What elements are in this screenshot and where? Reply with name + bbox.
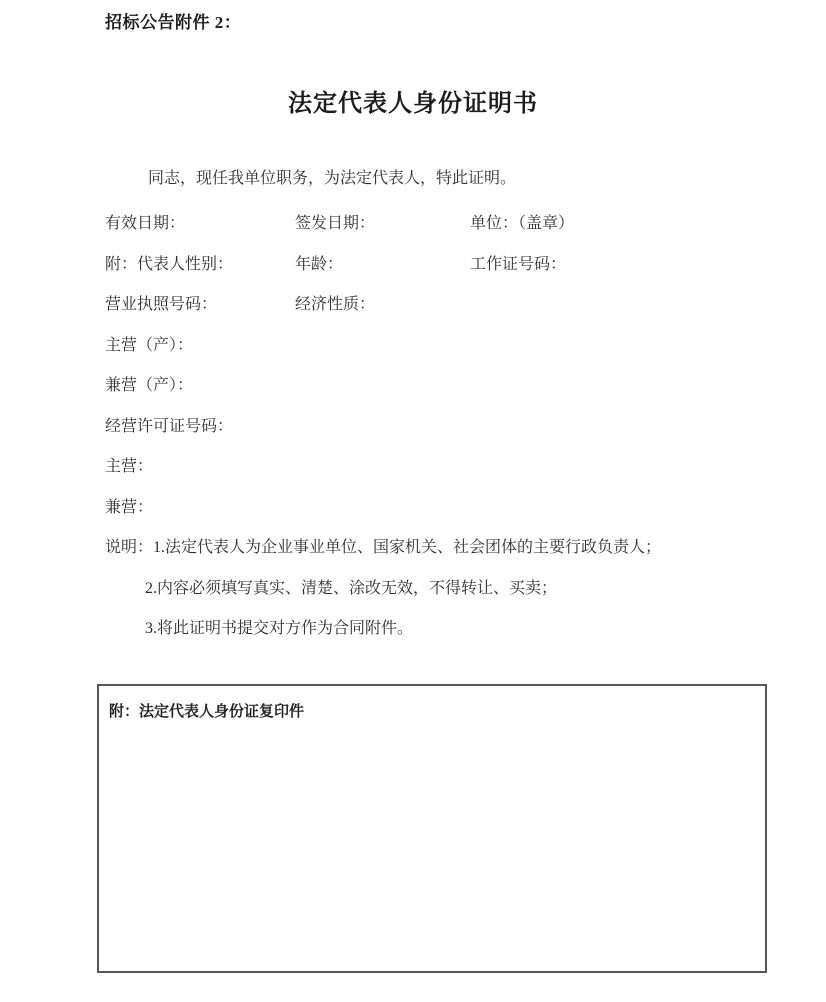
form-row-main-product (105, 335, 796, 376)
note-line-1 (105, 537, 796, 578)
note-line-3 (105, 618, 796, 659)
form-row-dates (105, 213, 796, 254)
field-label-economic-nature: 经济性质： (295, 296, 376, 313)
field-label-operation-permit: 经营许可证号码： (105, 417, 234, 435)
field-label-age: 年龄： (295, 255, 344, 273)
form-row-representative (105, 254, 796, 295)
intro-paragraph: 同志，现任我单位职务，为法定代表人，特此证明。 (148, 170, 517, 187)
form-row-permit (105, 416, 796, 457)
field-label-issue-date: 签发日期： (295, 215, 376, 232)
field-label-business-license: 营业执照号码： (105, 296, 218, 313)
note-text-2: 2.内容必须填写真实、清楚、涂改无效，不得转让、买卖； (145, 579, 558, 597)
note-text-1: 说明：1.法定代表人为企业事业单位、国家机关、社会团体的主要行政负责人； (105, 539, 662, 556)
document-title: 法定代表人身份证明书 (288, 91, 538, 117)
field-label-valid-date: 有效日期： (105, 215, 186, 232)
field-label-main-business: 主营： (105, 458, 154, 475)
field-label-unit-seal: 单位：（盖章） (470, 215, 575, 232)
field-label-main-product: 主营（产）： (105, 336, 194, 354)
note-line-2 (105, 578, 796, 619)
form-row-side-product (105, 375, 796, 416)
note-text-3: 3.将此证明书提交对方作为合同附件。 (145, 620, 414, 637)
form-fields (105, 213, 796, 659)
field-label-work-id: 工作证号码： (470, 255, 567, 273)
form-row-side-business (105, 497, 796, 538)
form-row-main-business (105, 456, 796, 497)
field-label-side-product: 兼营（产）： (105, 377, 194, 394)
form-row-license (105, 294, 796, 335)
attachment-box-label: 附：法定代表人身份证复印件 (109, 704, 305, 720)
attachment-label: 招标公告附件 2： (105, 13, 242, 32)
field-label-side-business: 兼营： (105, 498, 154, 516)
field-label-rep-gender: 附：代表人性别： (105, 255, 234, 273)
attachment-box (97, 684, 767, 973)
